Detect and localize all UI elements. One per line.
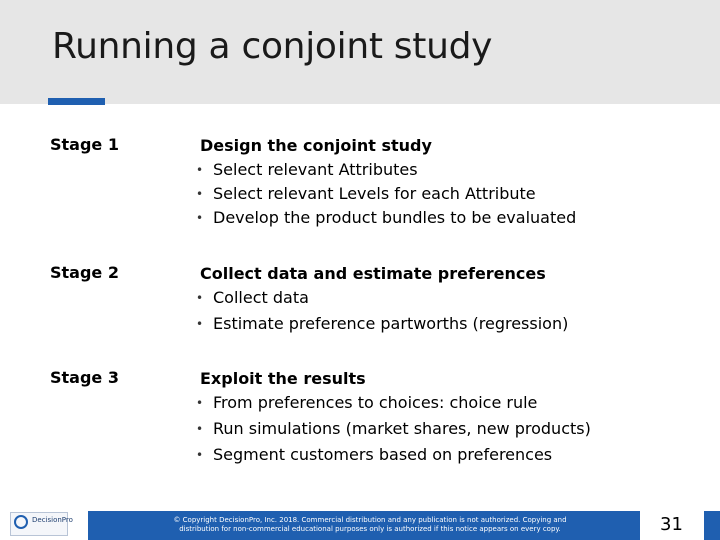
stage-2-content	[196, 262, 700, 336]
list-item: • From preferences to choices: choice rule	[200, 391, 700, 415]
list-item: • Select relevant Attributes	[200, 158, 700, 182]
bullet-icon: •	[196, 317, 204, 331]
bullet-icon: •	[196, 396, 204, 410]
slide-title: Running a conjoint study	[52, 26, 493, 67]
list-item: • Develop the product bundles to be evaluated	[200, 206, 700, 230]
stage-3-heading: Exploit the results	[200, 369, 366, 388]
stage-3-content	[196, 367, 700, 467]
stage-1-heading: Design the conjoint study	[200, 136, 432, 155]
copyright-line-1: © Copyright DecisionPro, Inc. 2018. Commercial distribution and any publication is not authorized. Copying and	[173, 516, 567, 524]
bullet-icon: •	[196, 448, 204, 462]
stage-3-label: Stage 3	[50, 368, 119, 387]
list-item: • Run simulations (market shares, new products)	[200, 417, 700, 441]
page-number: 31	[660, 514, 683, 535]
stage-2-heading: Collect data and estimate preferences	[200, 264, 546, 283]
list-item: • Estimate preference partworths (regression)	[200, 312, 700, 336]
logo-mark-icon	[14, 515, 28, 529]
bullet-icon: •	[196, 291, 204, 305]
bullet-icon: •	[196, 211, 204, 225]
list-item: • Select relevant Levels for each Attribute	[200, 182, 700, 206]
stage-3-bullets	[196, 391, 700, 467]
stage-2-label: Stage 2	[50, 263, 119, 282]
bullet-icon: •	[196, 187, 204, 201]
copyright-notice	[150, 516, 590, 534]
title-accent-bar	[48, 98, 105, 105]
bullet-icon: •	[196, 163, 204, 177]
list-item: • Collect data	[200, 286, 700, 310]
bullet-icon: •	[196, 422, 204, 436]
list-item: • Segment customers based on preferences	[200, 443, 700, 467]
stage-1-label: Stage 1	[50, 135, 119, 154]
stage-2-bullets	[196, 286, 700, 336]
logo-text: DecisionPro	[32, 516, 73, 524]
stage-1-content	[196, 134, 700, 230]
stage-1-bullets	[196, 158, 700, 230]
copyright-line-2: distribution for non-commercial educational purposes only is authorized if this notice appears on every copy.	[179, 525, 561, 533]
